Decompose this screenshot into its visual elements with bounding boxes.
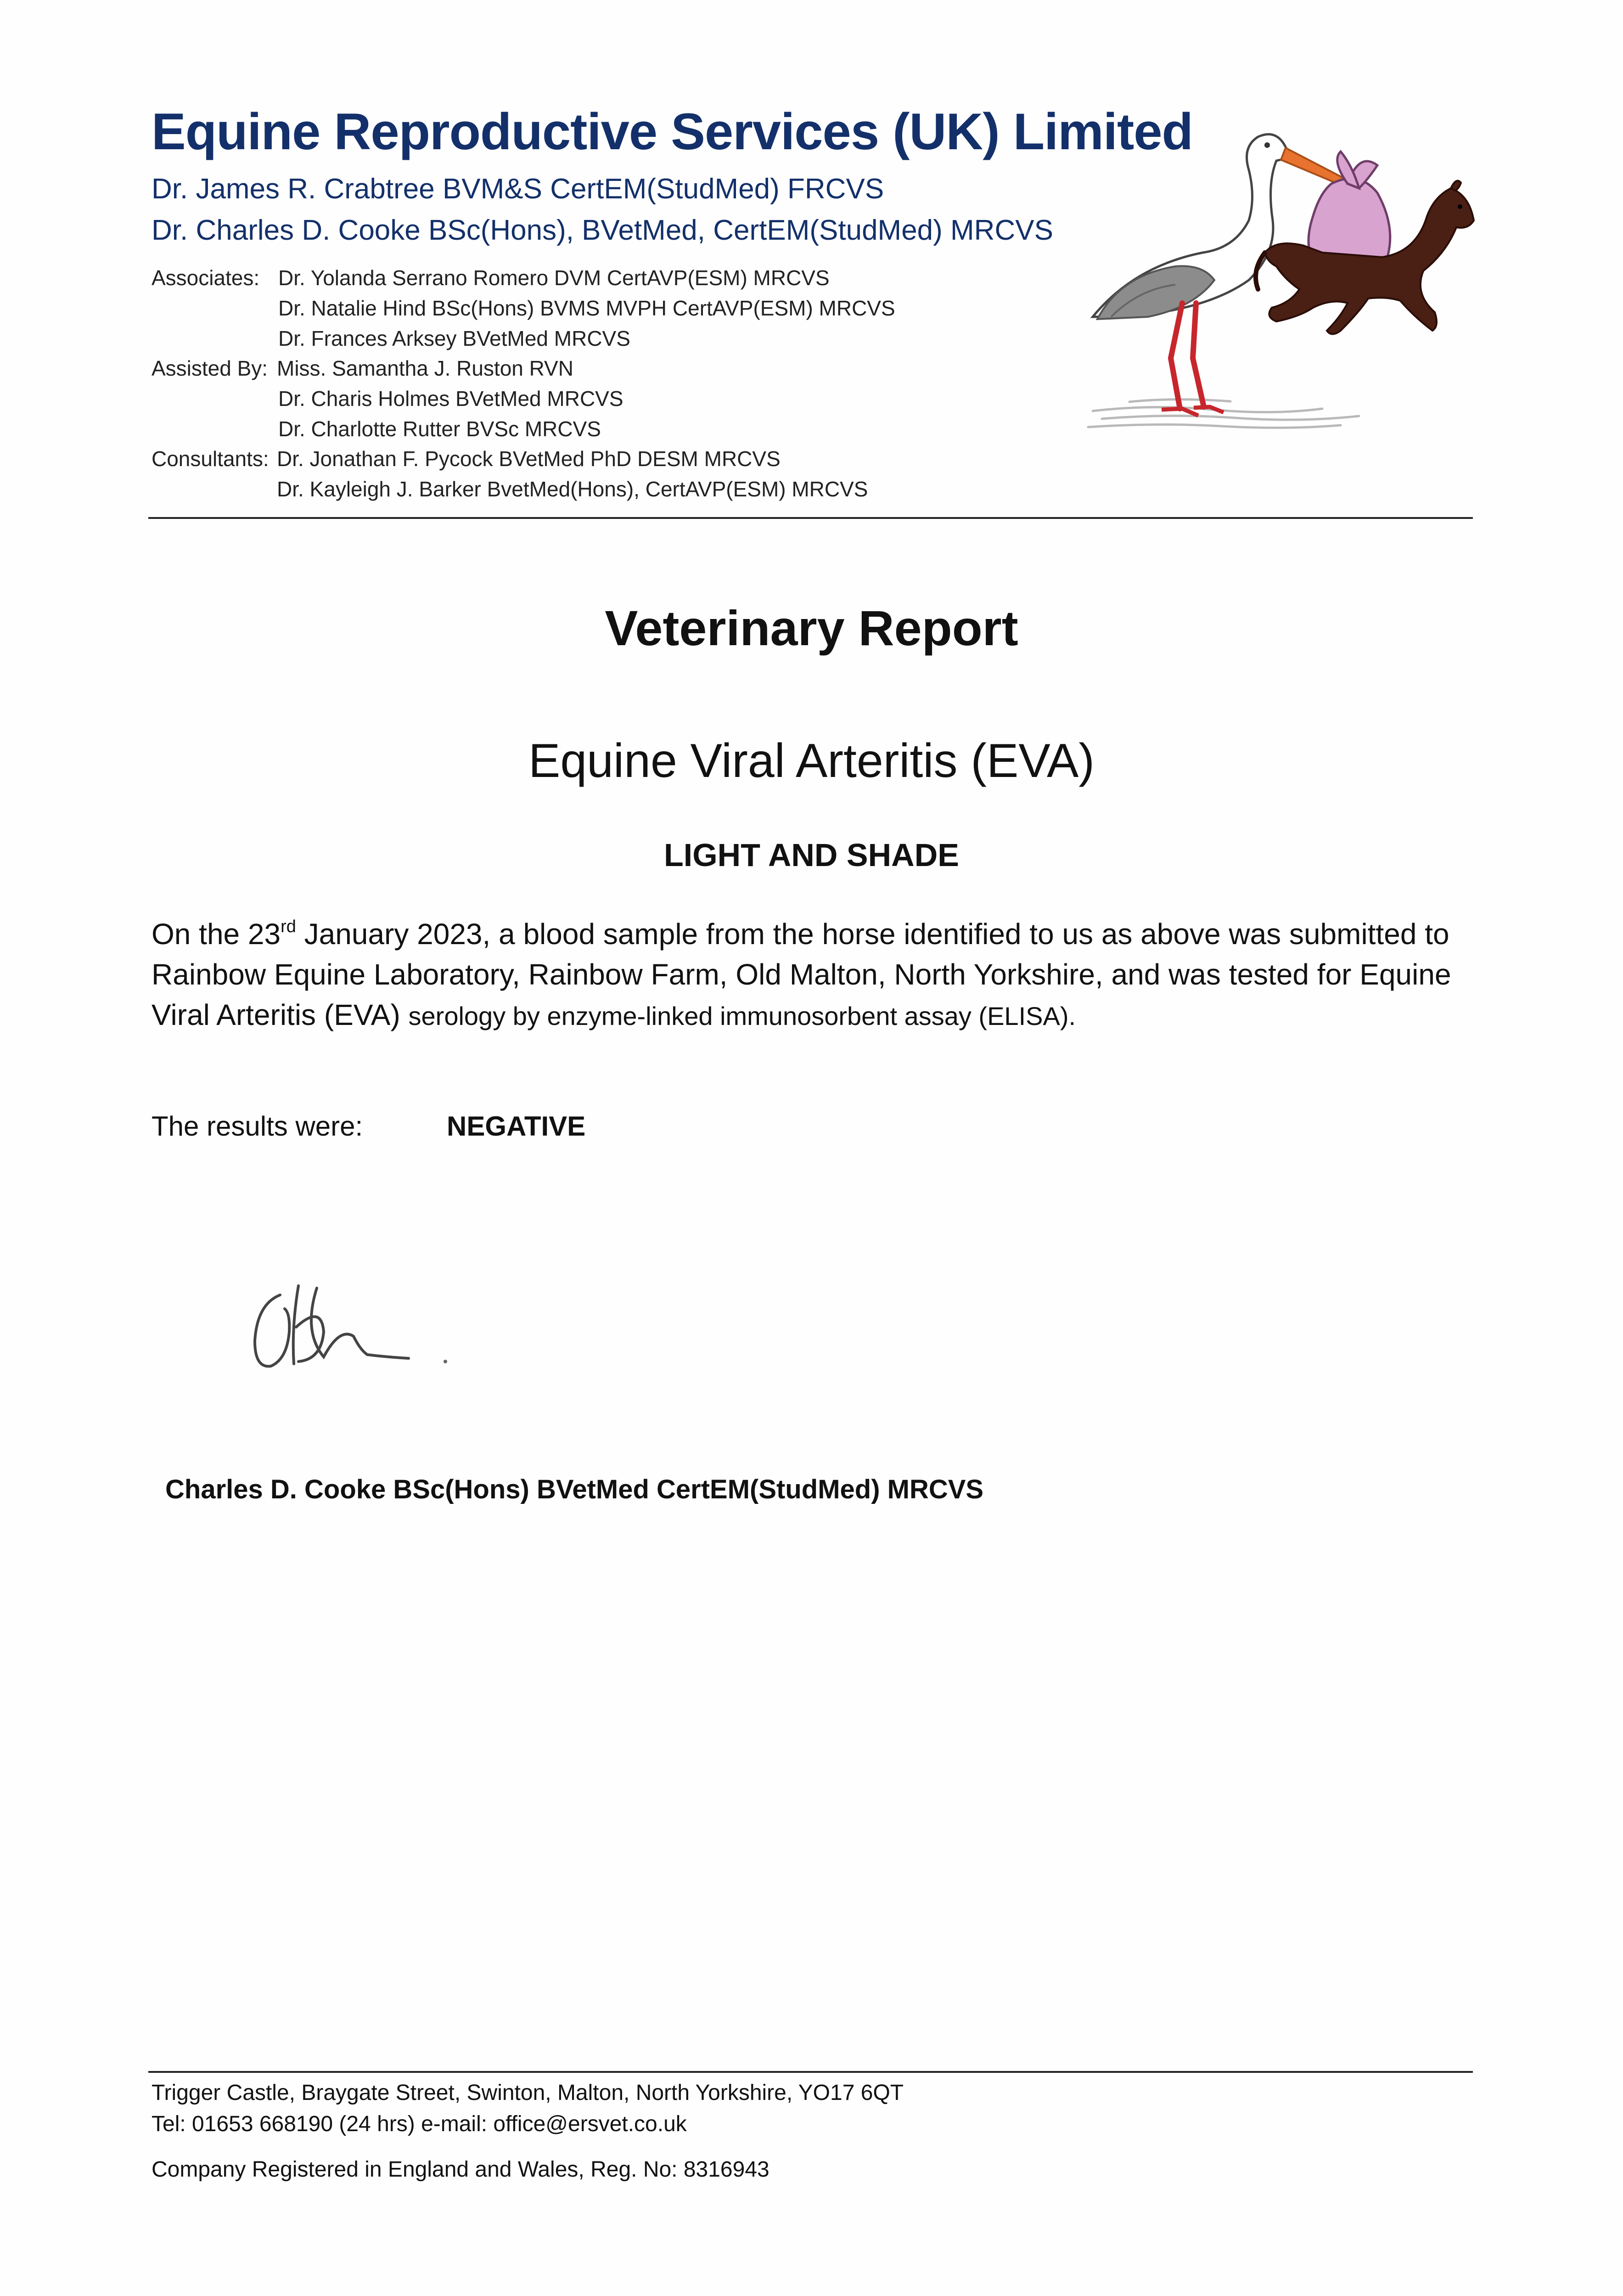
consultant-2: Dr. Kayleigh J. Barker BvetMed(Hons), CertAVP(ESM) MRCVS — [277, 477, 868, 501]
test-name: Equine Viral Arteritis (EVA) — [528, 734, 1095, 788]
assistant-3: Dr. Charlotte Rutter BVSc MRCVS — [278, 417, 601, 441]
assistant-2: Dr. Charis Holmes BVetMed MRCVS — [278, 387, 623, 411]
assisted-label: Assisted By: — [152, 356, 268, 380]
results-value: NEGATIVE — [447, 1111, 586, 1142]
associate-2: Dr. Natalie Hind BSc(Hons) BVMS MVPH CertAVP(ESM) MRCVS — [278, 296, 895, 320]
signature — [248, 1277, 468, 1391]
consultants-label: Consultants: — [152, 447, 269, 471]
report-paragraph — [152, 914, 1483, 1036]
footer-divider — [148, 2071, 1473, 2073]
assistant-1: Miss. Samantha J. Ruston RVN — [277, 356, 573, 380]
signatory-name: Charles D. Cooke BSc(Hons) BVetMed CertEM(StudMed) MRCVS — [165, 1474, 984, 1504]
paragraph-method: serology by enzyme-linked immunosorbent assay (ELISA). — [408, 1002, 1076, 1030]
company-name: Equine Reproductive Services (UK) Limited — [152, 103, 1193, 160]
paragraph-body: January 2023, a blood sample from the horse identified to us as above was submitted to Rainbow Equine Laboratory, Rainbow Farm, Old Malton, North Yorkshire, and was tested for Equine Viral Arteritis (EVA) — [152, 917, 1451, 1031]
results-label: The results were: — [152, 1111, 363, 1142]
partner-1: Dr. James R. Crabtree BVM&S CertEM(StudMed) FRCVS — [152, 173, 884, 205]
report-title: Veterinary Report — [605, 600, 1018, 656]
consultant-1: Dr. Jonathan F. Pycock BVetMed PhD DESM MRCVS — [277, 447, 781, 471]
associates-label: Associates: — [152, 266, 260, 290]
header-divider — [148, 517, 1473, 519]
horse-name: LIGHT AND SHADE — [664, 837, 959, 873]
stork-carrying-foal-logo — [1084, 115, 1478, 436]
associate-1: Dr. Yolanda Serrano Romero DVM CertAVP(ESM) MRCVS — [278, 266, 830, 290]
footer-contact: Tel: 01653 668190 (24 hrs) e-mail: office@ersvet.co.uk — [152, 2112, 687, 2136]
date-suffix: rd — [281, 917, 296, 936]
associate-3: Dr. Frances Arksey BVetMed MRCVS — [278, 326, 630, 350]
partner-2: Dr. Charles D. Cooke BSc(Hons), BVetMed, CertEM(StudMed) MRCVS — [152, 214, 1053, 246]
footer-address: Trigger Castle, Braygate Street, Swinton, Malton, North Yorkshire, YO17 6QT — [152, 2081, 904, 2105]
footer-registration: Company Registered in England and Wales, Reg. No: 8316943 — [152, 2157, 769, 2182]
paragraph-start: On the 23 — [152, 917, 281, 951]
